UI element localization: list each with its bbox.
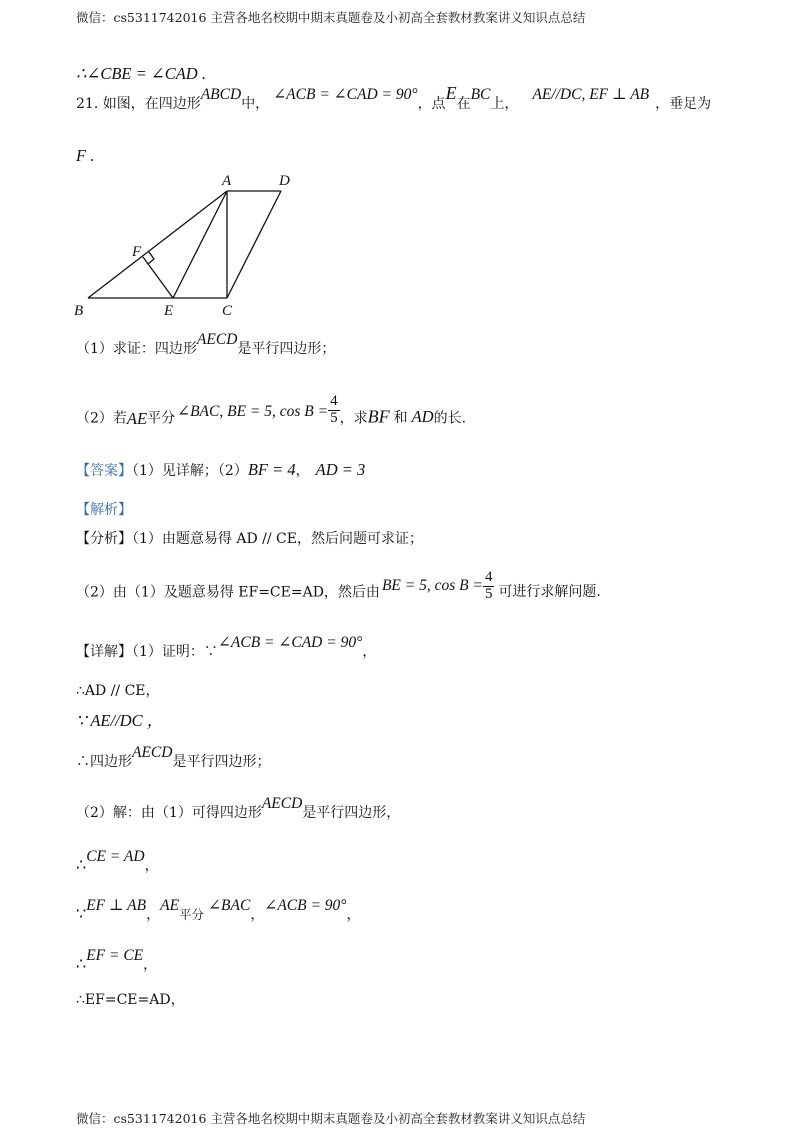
- answer-line: 【答案】（1）见详解；（2）BF = 4， AD = 3: [76, 460, 366, 479]
- label-d: D: [279, 173, 290, 189]
- quad-aecd: AECD: [196, 331, 238, 348]
- label-b: B: [74, 303, 84, 319]
- page-footer: 微信：cs5311742016 主营各地名校期中期末真题卷及小初高全套教材教案讲义知识点总结: [76, 1111, 586, 1126]
- quad-abcd: ABCD: [200, 86, 242, 103]
- question-2: （2）若AE平分 ∠BAC, BE = 5, cos B = $\frac{4}{5}$ ，求BF 和 AD的长.: [76, 393, 467, 429]
- parallel-perp-condition: AE//DC, EF ⊥ AB: [532, 86, 650, 103]
- analysis-tag: 【解析】: [76, 502, 132, 518]
- segment-dc: [227, 191, 281, 298]
- fenxi-line-2: （2）由（1）及题意易得 EF=CE=AD，然后由 BE = 5, cos B = $\frac{4}{5}$ 可进行求解问题.: [76, 569, 601, 602]
- foot-point-line: F .: [76, 146, 95, 165]
- answer-tag: 【答案】: [76, 463, 132, 479]
- angle-condition: ∠ACB = ∠CAD = 90°: [273, 86, 418, 103]
- detail-line-7: ∵EF ⊥ AB，AE平分∠BAC，∠ACB = 90°，: [76, 897, 361, 923]
- fraction-4-5-analysis: $\frac{4}{5}$: [484, 569, 493, 602]
- label-f: F: [132, 244, 142, 260]
- detail-line-9: ∴EF=CE=AD，: [76, 992, 185, 1008]
- segment-ae: [173, 191, 227, 298]
- right-angle-mark: [148, 252, 154, 264]
- fraction-4-5: $\frac{4}{5}$: [330, 393, 338, 426]
- detail-line-1: 【详解】（1）证明：∵∠ACB = ∠CAD = 90°，: [76, 634, 377, 660]
- point-e: E: [445, 83, 457, 103]
- label-a: A: [222, 173, 232, 189]
- problem-statement: 21. 如图，在四边形ABCD中，∠ACB = ∠CAD = 90°，点E在BC上，AE//DC, EF ⊥ AB，垂足为: [76, 83, 712, 112]
- detail-line-3: ∵ AE//DC ，: [76, 711, 164, 730]
- segment-ef: [143, 257, 173, 298]
- fenxi-tag: 【分析】: [76, 531, 132, 547]
- detail-line-4: ∴四边形AECD是平行四边形；: [76, 744, 271, 770]
- prev-conclusion: ∴∠CBE = ∠CAD .: [76, 64, 206, 83]
- detail-line-5: （2）解：由（1）可得四边形AECD是平行四边形，: [76, 795, 401, 821]
- detail-tag: 【详解】: [76, 644, 132, 660]
- detail-line-6: ∴CE = AD，: [76, 848, 159, 874]
- segment-bc: BC: [470, 86, 491, 103]
- detail-line-8: ∴EF = CE，: [76, 947, 158, 973]
- geometry-figure: [70, 168, 320, 323]
- page-header: 微信：cs5311742016 主营各地名校期中期末真题卷及小初高全套教材教案讲义知识点总结: [76, 10, 586, 25]
- problem-number: 21. 如图，在四边形: [76, 96, 201, 112]
- label-c: C: [222, 303, 233, 319]
- segment-ba: [88, 191, 227, 298]
- label-e: E: [164, 303, 174, 319]
- question-1: （1）求证：四边形AECD是平行四边形；: [76, 331, 336, 357]
- q2-condition: ∠BAC, BE = 5, cos B =: [177, 403, 329, 421]
- detail-line-2: ∴AD // CE，: [76, 683, 160, 699]
- fenxi-line-1: 【分析】（1）由题意易得 AD // CE，然后问题可求证；: [76, 531, 423, 547]
